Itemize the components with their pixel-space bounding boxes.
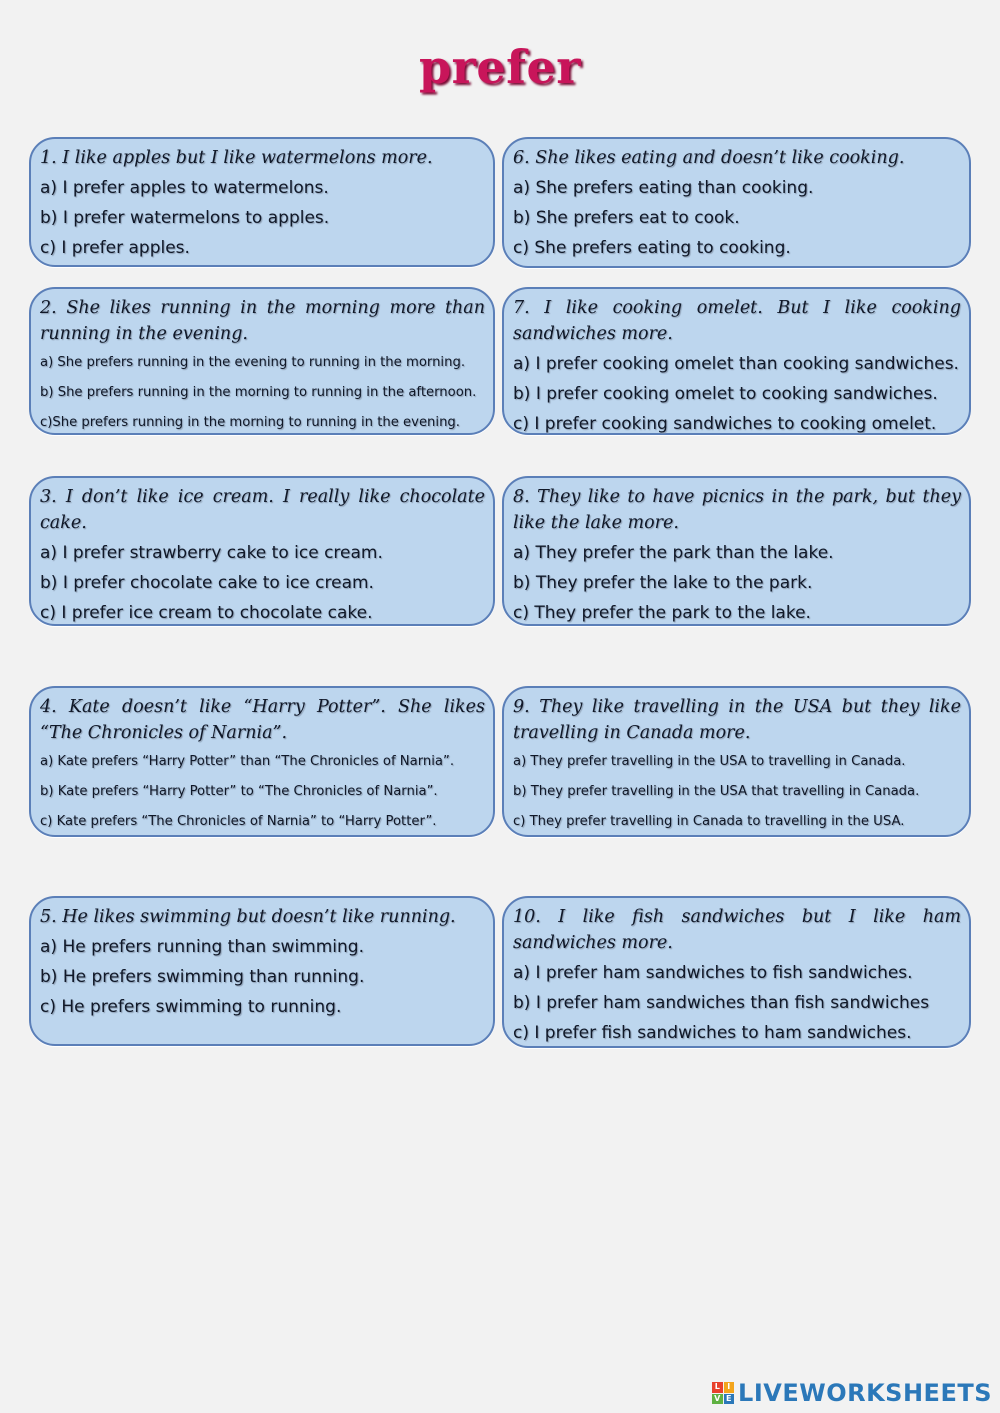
logo-mark-icon: L I V E	[712, 1382, 734, 1404]
option-b[interactable]: b) They prefer the lake to the park.	[513, 573, 813, 593]
option-a[interactable]: a) She prefers eating than cooking.	[513, 178, 814, 198]
question-text: 3. I don’t like ice cream. I really like chocolate cake.	[40, 487, 485, 533]
question-card-4	[29, 686, 495, 837]
option-c[interactable]: c) Kate prefers “The Chronicles of Narnia” to “Harry Potter”.	[40, 814, 437, 829]
liveworksheets-logo[interactable]	[712, 1379, 992, 1407]
option-a[interactable]: a) Kate prefers “Harry Potter” than “The Chronicles of Narnia”.	[40, 754, 455, 769]
question-text: 7. I like cooking omelet. But I like cooking sandwiches more.	[513, 298, 961, 344]
question-card-6	[502, 137, 971, 268]
question-card-9	[502, 686, 971, 837]
question-text: 4. Kate doesn’t like “Harry Potter”. She likes “The Chronicles of Narnia”.	[40, 697, 485, 743]
logo-text: LIVEWORKSHEETS	[738, 1379, 992, 1407]
question-card-8	[502, 476, 971, 626]
option-c[interactable]: c) I prefer apples.	[40, 238, 190, 258]
option-a[interactable]: a) They prefer travelling in the USA to travelling in Canada.	[513, 754, 906, 769]
option-b[interactable]: b) I prefer cooking omelet to cooking sandwiches.	[513, 384, 938, 404]
option-b[interactable]: b) I prefer watermelons to apples.	[40, 208, 330, 228]
option-c[interactable]: c) I prefer fish sandwiches to ham sandwiches.	[513, 1023, 912, 1043]
question-card-7	[502, 287, 971, 435]
question-text: 6. She likes eating and doesn’t like cooking.	[513, 148, 905, 168]
option-b[interactable]: b) He prefers swimming than running.	[40, 967, 365, 987]
question-card-2	[29, 287, 495, 435]
option-b[interactable]: b) Kate prefers “Harry Potter” to “The Chronicles of Narnia”.	[40, 784, 438, 799]
question-card-5	[29, 896, 495, 1046]
option-c[interactable]: c) I prefer cooking sandwiches to cooking omelet.	[513, 414, 937, 434]
question-card-3	[29, 476, 495, 626]
option-c[interactable]: c) I prefer ice cream to chocolate cake.	[40, 603, 373, 623]
option-c[interactable]: c) They prefer the park to the lake.	[513, 603, 811, 623]
option-c[interactable]: c) She prefers eating to cooking.	[513, 238, 791, 258]
page-title: prefer	[419, 40, 581, 94]
option-c[interactable]: c) He prefers swimming to running.	[40, 997, 342, 1017]
question-text: 8. They like to have picnics in the park, but they like the lake more.	[513, 487, 961, 533]
question-text: 1. I like apples but I like watermelons more.	[40, 148, 433, 168]
option-b[interactable]: b) She prefers running in the morning to running in the afternoon.	[40, 385, 477, 400]
option-b[interactable]: b) They prefer travelling in the USA that travelling in Canada.	[513, 784, 920, 799]
option-a[interactable]: a) He prefers running than swimming.	[40, 937, 364, 957]
question-card-10	[502, 896, 971, 1048]
option-c[interactable]: c)She prefers running in the morning to running in the evening.	[40, 415, 460, 430]
option-b[interactable]: b) She prefers eat to cook.	[513, 208, 740, 228]
option-b[interactable]: b) I prefer ham sandwiches than fish sandwiches	[513, 993, 930, 1013]
option-c[interactable]: c) They prefer travelling in Canada to travelling in the USA.	[513, 814, 905, 829]
question-text: 10. I like fish sandwiches but I like ham sandwiches more.	[513, 907, 961, 953]
option-a[interactable]: a) I prefer strawberry cake to ice cream.	[40, 543, 383, 563]
option-a[interactable]: a) I prefer apples to watermelons.	[40, 178, 329, 198]
question-card-1	[29, 137, 495, 267]
question-text: 2. She likes running in the morning more than running in the evening.	[40, 298, 485, 344]
option-a[interactable]: a) She prefers running in the evening to running in the morning.	[40, 355, 466, 370]
option-b[interactable]: b) I prefer chocolate cake to ice cream.	[40, 573, 374, 593]
option-a[interactable]: a) I prefer cooking omelet than cooking sandwiches.	[513, 354, 959, 374]
question-text: 9. They like travelling in the USA but they like travelling in Canada more.	[513, 697, 961, 743]
option-a[interactable]: a) They prefer the park than the lake.	[513, 543, 834, 563]
question-text: 5. He likes swimming but doesn’t like running.	[40, 907, 456, 927]
option-a[interactable]: a) I prefer ham sandwiches to fish sandwiches.	[513, 963, 913, 983]
